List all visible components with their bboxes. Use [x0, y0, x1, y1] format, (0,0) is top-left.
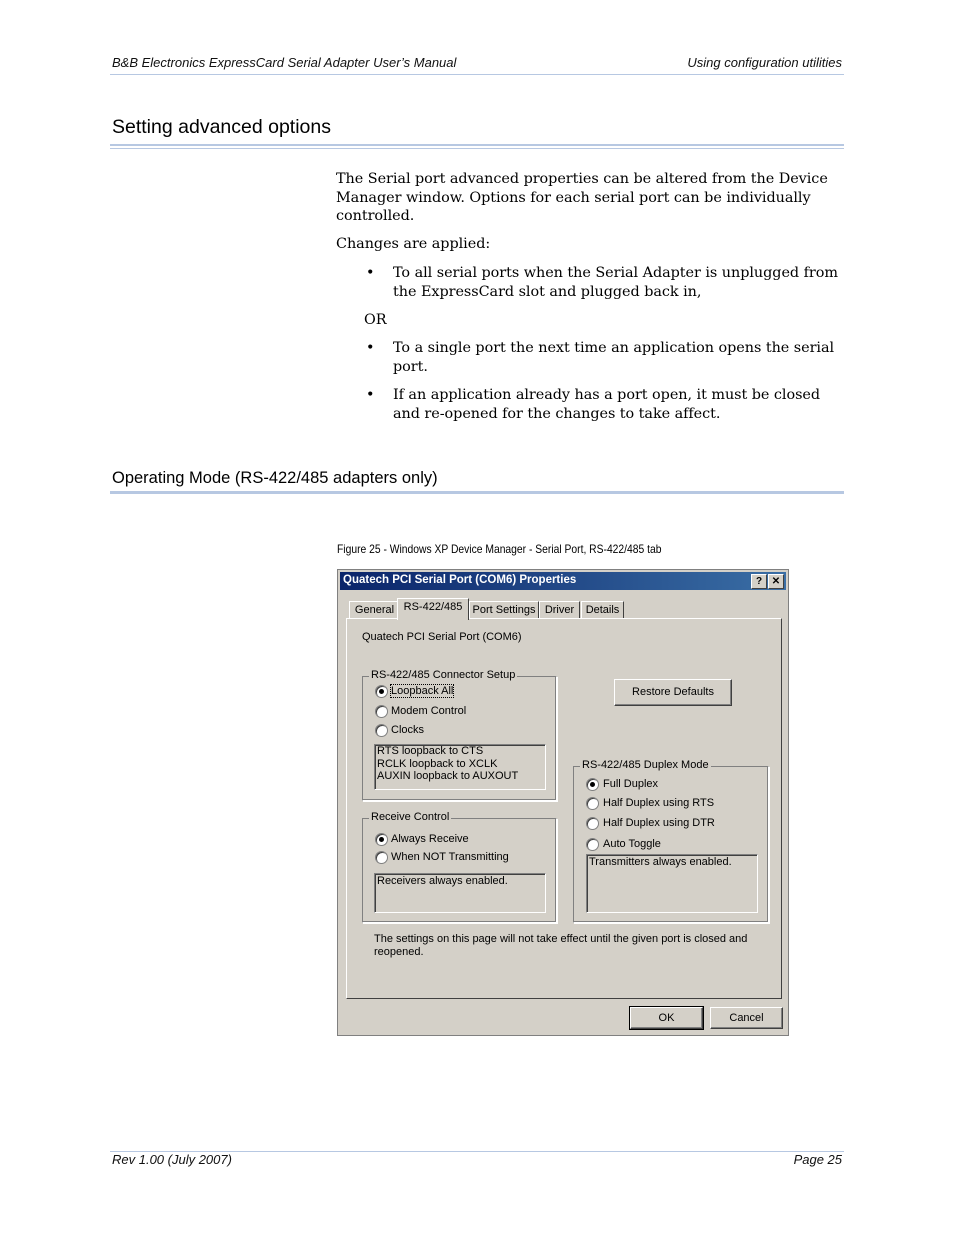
dialog-title: Quatech PCI Serial Port (COM6) Properties	[343, 574, 577, 586]
connector-description	[374, 744, 546, 790]
modem-control-label[interactable]: Modem Control	[391, 705, 467, 717]
duplex-description	[586, 854, 758, 913]
half-duplex-dtr-label[interactable]: Half Duplex using DTR	[603, 817, 715, 829]
receive-description	[374, 873, 546, 913]
description-line: Receivers always enabled.	[377, 875, 508, 887]
section-rule-thin	[110, 148, 844, 149]
section-rule	[110, 144, 844, 146]
note-line: reopened.	[374, 945, 424, 958]
tab-general[interactable]: General	[349, 601, 400, 619]
changes-paragraph: Changes are applied:	[336, 236, 491, 252]
cancel-button[interactable]: Cancel	[710, 1007, 783, 1029]
tab-driver[interactable]: Driver	[539, 601, 580, 619]
bullet-line: If an application already has a port open, it must be closed	[393, 387, 821, 403]
help-button[interactable]: ?	[751, 574, 767, 589]
intro-line: Manager window. Options for each serial port can be individually	[336, 189, 811, 206]
running-header-right: Using configuration utilities	[687, 55, 842, 70]
bullet-dot: •	[366, 265, 375, 281]
half-duplex-rts-label[interactable]: Half Duplex using RTS	[603, 797, 715, 809]
clocks-label[interactable]: Clocks	[391, 724, 425, 736]
bullet-line: the ExpressCard slot and plugged back in,	[393, 283, 702, 300]
description-line: RTS loopback to CTS	[377, 745, 484, 757]
running-header-left: B&B Electronics ExpressCard Serial Adapter User’s Manual	[112, 55, 457, 70]
bullet-dot: •	[366, 340, 375, 356]
subsection-rule	[110, 491, 844, 494]
settings-note	[374, 933, 747, 958]
header-rule	[110, 74, 844, 75]
footer-revision: Rev 1.00 (July 2007)	[112, 1152, 232, 1167]
receive-control-group	[362, 811, 557, 923]
section-title: Setting advanced options	[112, 116, 331, 138]
description-line: RCLK loopback to XCLK	[377, 757, 498, 770]
restore-defaults-button[interactable]: Restore Defaults	[614, 679, 732, 706]
description-line: Transmitters always enabled.	[589, 856, 732, 868]
duplex-mode-group	[573, 759, 769, 923]
intro-line: The Serial port advanced properties can be altered from the Device	[336, 171, 828, 187]
connector-setup-group	[362, 669, 557, 801]
properties-dialog	[337, 569, 789, 1036]
bullet-dot: •	[366, 387, 375, 403]
full-duplex-label[interactable]: Full Duplex	[603, 778, 659, 790]
radio-when-not-transmitting[interactable]	[375, 851, 388, 864]
bullet-line: To a single port the next time an application opens the serial	[393, 340, 835, 356]
loopback-all-label[interactable]: Loopback All	[391, 685, 454, 697]
intro-line: controlled.	[336, 208, 415, 225]
radio-full-duplex[interactable]	[586, 778, 599, 791]
receive-control-title: Receive Control	[371, 811, 450, 823]
radio-half-duplex-dtr[interactable]	[586, 817, 599, 830]
intro-paragraph	[336, 170, 836, 226]
bullet-line: To all serial ports when the Serial Adapter is unplugged from	[393, 265, 838, 281]
subsection-title: Operating Mode (RS-422/485 adapters only)	[112, 469, 438, 487]
tab-rs-422-485[interactable]: RS-422/485	[397, 598, 469, 620]
always-receive-label[interactable]: Always Receive	[391, 833, 469, 845]
radio-auto-toggle[interactable]	[586, 838, 599, 851]
radio-modem-control[interactable]	[375, 705, 388, 718]
description-line: AUXIN loopback to AUXOUT	[377, 770, 519, 782]
close-button[interactable]: ✕	[768, 574, 784, 589]
tab-port-settings[interactable]: Port Settings	[469, 601, 539, 619]
page-number: Page 25	[793, 1152, 842, 1167]
radio-always-receive[interactable]	[375, 833, 388, 846]
dialog-title-bar[interactable]	[340, 572, 786, 590]
radio-half-duplex-rts[interactable]	[586, 797, 599, 810]
device-name: Quatech PCI Serial Port (COM6)	[362, 631, 522, 643]
duplex-mode-title: RS-422/485 Duplex Mode	[582, 759, 709, 771]
when-not-transmitting-label[interactable]: When NOT Transmitting	[391, 851, 509, 863]
ok-button[interactable]: OK	[630, 1007, 703, 1029]
tab-details[interactable]: Details	[581, 601, 624, 619]
auto-toggle-label[interactable]: Auto Toggle	[603, 838, 661, 850]
or-text: OR	[364, 312, 387, 328]
radio-loopback-all[interactable]	[375, 685, 388, 698]
bullet-line: and re-opened for the changes to take affect.	[393, 405, 721, 422]
figure-caption: Figure 25 - Windows XP Device Manager - Serial Port, RS-422/485 tab	[337, 542, 662, 556]
note-line: The settings on this page will not take effect until the given port is closed and	[374, 933, 748, 945]
connector-setup-title: RS-422/485 Connector Setup	[371, 669, 516, 681]
radio-clocks[interactable]	[375, 724, 388, 737]
tab-panel	[346, 618, 782, 999]
bullet-line: port.	[393, 358, 428, 375]
